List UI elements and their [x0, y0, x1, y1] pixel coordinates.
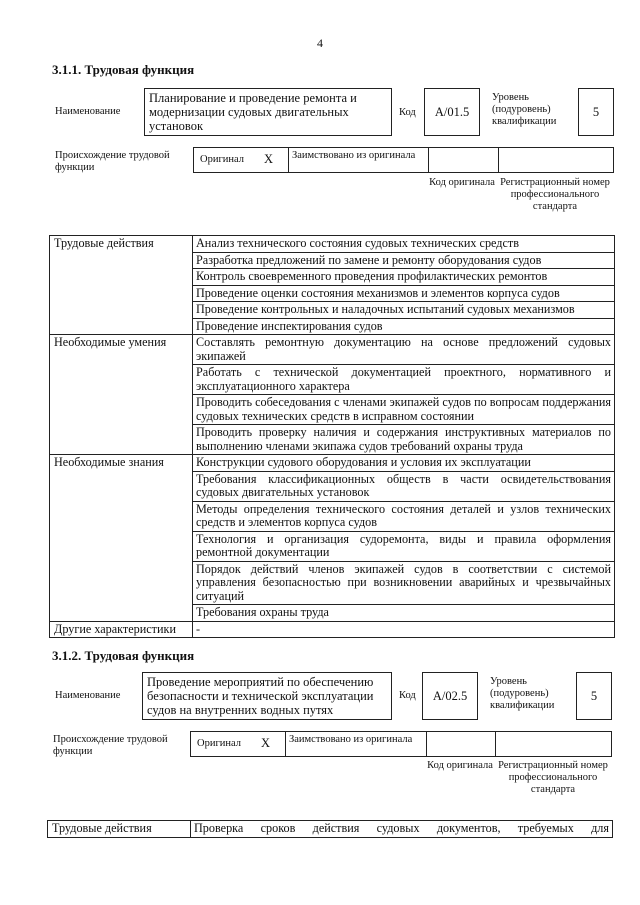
code-label-2: Код	[399, 690, 416, 701]
page-number: 4	[317, 36, 323, 50]
list-item: Проводить собеседования с членами экипажей судов по вопросам поддержания судовых технических средств в исправном состоянии	[193, 395, 615, 425]
code-value-box	[424, 88, 480, 136]
original-mark-2: X	[261, 736, 271, 750]
level-label: Уровень (подуровень) квалификации	[492, 92, 557, 127]
code-original-caption-2: Код оригинала	[427, 760, 493, 771]
code-value: A/01.5	[434, 105, 470, 119]
list-item: Технология и организация судоремонта, виды и правила оформления ремонтной документации	[193, 531, 615, 561]
original-label-2: Оригинал	[197, 738, 241, 749]
table-row	[50, 621, 615, 638]
row-label-knowledge: Необходимые знания	[50, 455, 193, 622]
borrowed-label: Заимствовано из оригинала	[292, 150, 416, 161]
reg-number-caption: Регистрационный номер профессионального стандарта	[500, 177, 610, 212]
function-name-box-2	[142, 672, 392, 720]
origin-label-2: Происхождение трудовой функции	[53, 734, 168, 757]
table-row	[48, 821, 613, 838]
name-label-2: Наименование	[55, 690, 121, 701]
row-label-other: Другие характеристики	[50, 621, 193, 638]
list-item: Проведение инспектирования судов	[193, 318, 615, 335]
list-item: Проведение контрольных и наладочных испытаний судовых механизмов	[193, 302, 615, 319]
row-label-skills: Необходимые умения	[50, 335, 193, 455]
original-mark: X	[264, 152, 274, 166]
list-item: Конструкции судового оборудования и условия их эксплуатации	[193, 455, 615, 472]
list-item: Методы определения технического состояния деталей и узлов технических средств и элементов корпуса судов	[193, 501, 615, 531]
list-item: Проводить проверку наличия и содержания инструктивных материалов по выполнению членами экипажа судов требований охраны труда	[193, 425, 615, 455]
table-row	[50, 455, 615, 472]
code-label: Код	[399, 107, 416, 118]
code-value-2: A/02.5	[432, 689, 468, 703]
list-item: Разработка предложений по замене и ремонту оборудования судов	[193, 252, 615, 269]
function-name-text-2: Проведение мероприятий по обеспечению безопасности и технической эксплуатации судов на внутренних водных путях	[147, 675, 374, 717]
table-row	[50, 335, 615, 365]
function-name-text: Планирование и проведение ремонта и модернизации судовых двигательных установок	[149, 91, 357, 133]
borrowed-label-2: Заимствовано из оригинала	[289, 734, 413, 745]
code-value-box-2	[422, 672, 478, 720]
function-table-3-1-2	[47, 820, 613, 838]
section-title-3-1-2: 3.1.2. Трудовая функция	[52, 648, 195, 663]
list-item: Проверка сроков действия судовых документов, требуемых для	[191, 821, 613, 838]
original-label: Оригинал	[200, 154, 244, 165]
section-title-3-1-1: 3.1.1. Трудовая функция	[52, 62, 195, 77]
other-value: -	[193, 621, 615, 638]
level-label-2: Уровень (подуровень) квалификации	[490, 676, 555, 711]
origin-table	[193, 147, 614, 173]
origin-label: Происхождение трудовой функции	[55, 150, 170, 173]
table-row	[50, 236, 615, 253]
list-item: Порядок действий членов экипажей судов в соответствии с системой управления безопасностью при возникновении аварийных и чрезвычайных ситуаций	[193, 561, 615, 605]
function-table-3-1-1	[49, 235, 615, 638]
code-original-caption: Код оригинала	[429, 177, 495, 188]
name-label: Наименование	[55, 106, 121, 117]
list-item: Анализ технического состояния судовых технических средств	[193, 236, 615, 253]
function-name-box	[144, 88, 392, 136]
level-value-box	[578, 88, 614, 136]
level-value-2: 5	[590, 689, 598, 703]
list-item: Работать с технической документацией проектного, нормативного и эксплуатационного характера	[193, 365, 615, 395]
level-value-box-2	[576, 672, 612, 720]
reg-number-caption-2: Регистрационный номер профессионального стандарта	[498, 760, 608, 795]
list-item: Требования охраны труда	[193, 605, 615, 622]
row-label-actions-2: Трудовые действия	[48, 821, 191, 838]
list-item: Контроль своевременного проведения профилактических ремонтов	[193, 269, 615, 286]
level-value: 5	[592, 105, 600, 119]
list-item: Составлять ремонтную документацию на основе предложений судовых экипажей	[193, 335, 615, 365]
origin-table-2	[190, 731, 612, 757]
list-item: Проведение оценки состояния механизмов и элементов корпуса судов	[193, 285, 615, 302]
list-item: Требования классификационных обществ в части освидетельствования судовых двигательных установок	[193, 471, 615, 501]
row-label-actions: Трудовые действия	[50, 236, 193, 335]
